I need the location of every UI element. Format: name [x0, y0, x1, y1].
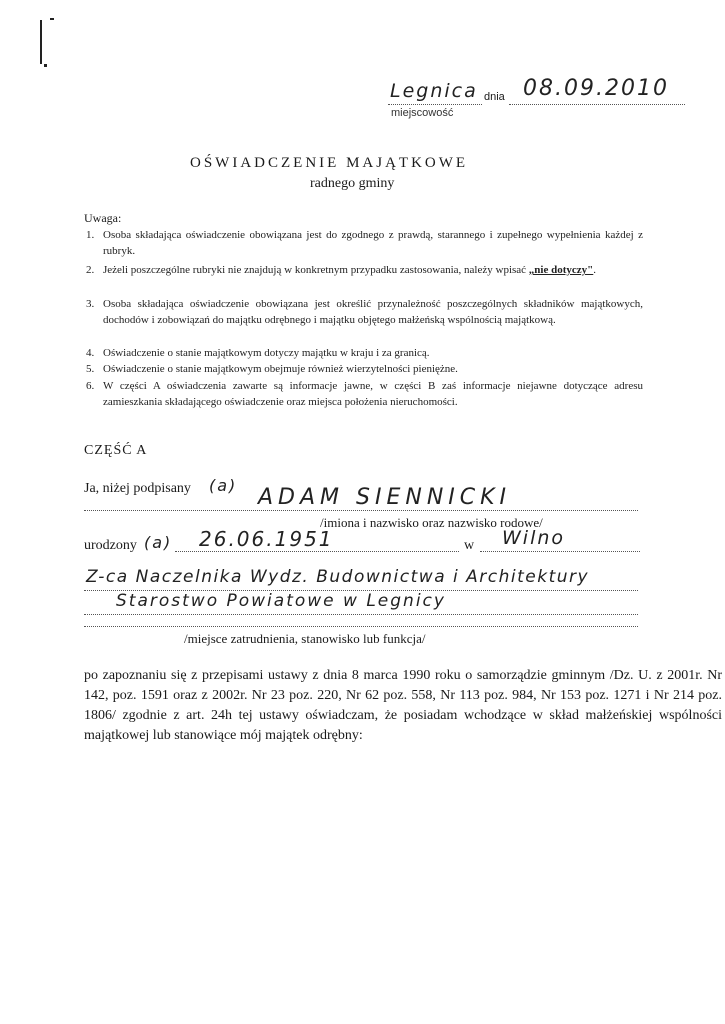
note-item: Osoba składająca oświadczenie obowiązana jest określić przynależność poszczególnych składników majątkowych, dochodów i zobowiązań do majątku odrębnego i majątku objętego małżeńską wspólnością majątkową. [103, 298, 643, 326]
note-number: 2. [86, 264, 95, 276]
name-caption: /imiona i nazwisko oraz nazwisko rodowe/ [320, 515, 543, 530]
part-a-heading: CZĘŚĆ A [84, 443, 148, 458]
note-item [103, 263, 643, 279]
undersigned-label: Ja, niżej podpisany [84, 481, 191, 496]
margin-mark [40, 20, 42, 64]
note-number: 3. [86, 298, 95, 310]
note-number: 5. [86, 363, 95, 375]
employment-handwritten-2: Starostwo Powiatowe w Legnicy [116, 591, 446, 611]
born-hand-mark: (a) [144, 533, 173, 552]
place-handwritten: Legnica [390, 80, 478, 102]
margin-dot [44, 64, 47, 67]
in-label: w [464, 538, 475, 553]
note-text: Jeżeli poszczególne rubryki nie znajdują w konkretnym przypadku zastosowania, należy wpisać [103, 264, 529, 276]
note-item: W części A oświadczenia zawarte są informacje jawne, w części B zaś informacje niejawne dotyczące adresu zamieszkania składającego oświadczenie oraz miejsca położenia nieruchomości. [103, 380, 643, 408]
employment-handwritten-1: Z-ca Naczelnika Wydz. Budownictwa i Architektury [86, 567, 590, 587]
note-item: Oświadczenie o stanie majątkowym dotyczy majątku w kraju i za granicą. [103, 347, 430, 359]
employment-line-3 [84, 612, 638, 627]
name-handwritten: ADAM SIENNICKI [258, 485, 512, 510]
born-label: urodzony [84, 538, 137, 553]
declaration-paragraph: po zapoznaniu się z przepisami ustawy z dnia 8 marca 1990 roku o samorządzie gminnym /Dz. U. z 2001r. Nr 142, poz. 1591 oraz z 2002r. Nr 23 poz. 220, Nr 62 poz. 558, Nr 113 poz. 984, Nr 153 poz. 1271 i Nr 214 poz. 1806/ zgodnie z art. 24h tej ustawy oświadczam, że posiadam wchodzące w skład małżeńskiej wspólności majątkowej lub stanowiące mój majątek odrębny: [84, 668, 722, 743]
dnia-label: dnia [484, 91, 505, 103]
birth-place-line [480, 527, 640, 552]
birth-date-handwritten: 26.06.1951 [199, 527, 334, 551]
note-item: Osoba składająca oświadczenie obowiązana jest do zgodnego z prawdą, starannego i zupełnego wypełnienia każdej z rubryk. [103, 229, 643, 257]
document-subtitle: radnego gminy [310, 176, 395, 191]
hand-mark: (a) [209, 476, 238, 495]
margin-tick [50, 18, 54, 20]
birth-date-line [175, 527, 459, 552]
date-handwritten: 08.09.2010 [523, 76, 669, 101]
note-number: 4. [86, 347, 95, 359]
place-field [388, 80, 482, 105]
note-emphasis: „nie dotyczy" [528, 264, 594, 276]
employment-caption: /miejsce zatrudnienia, stanowisko lub funkcja/ [184, 631, 426, 646]
notes-header: Uwaga: [84, 211, 122, 225]
note-item: Oświadczenie o stanie majątkowym obejmuje również wierzytelności pieniężne. [103, 363, 458, 375]
note-number: 1. [86, 229, 95, 241]
document-title: OŚWIADCZENIE MAJĄTKOWE [190, 155, 469, 171]
note-number: 6. [86, 380, 95, 392]
place-label: miejscowość [391, 107, 454, 119]
employment-line-1 [84, 568, 638, 591]
note-text-end: . [593, 264, 597, 276]
birth-place-handwritten: Wilno [502, 527, 566, 549]
date-field [509, 78, 685, 105]
